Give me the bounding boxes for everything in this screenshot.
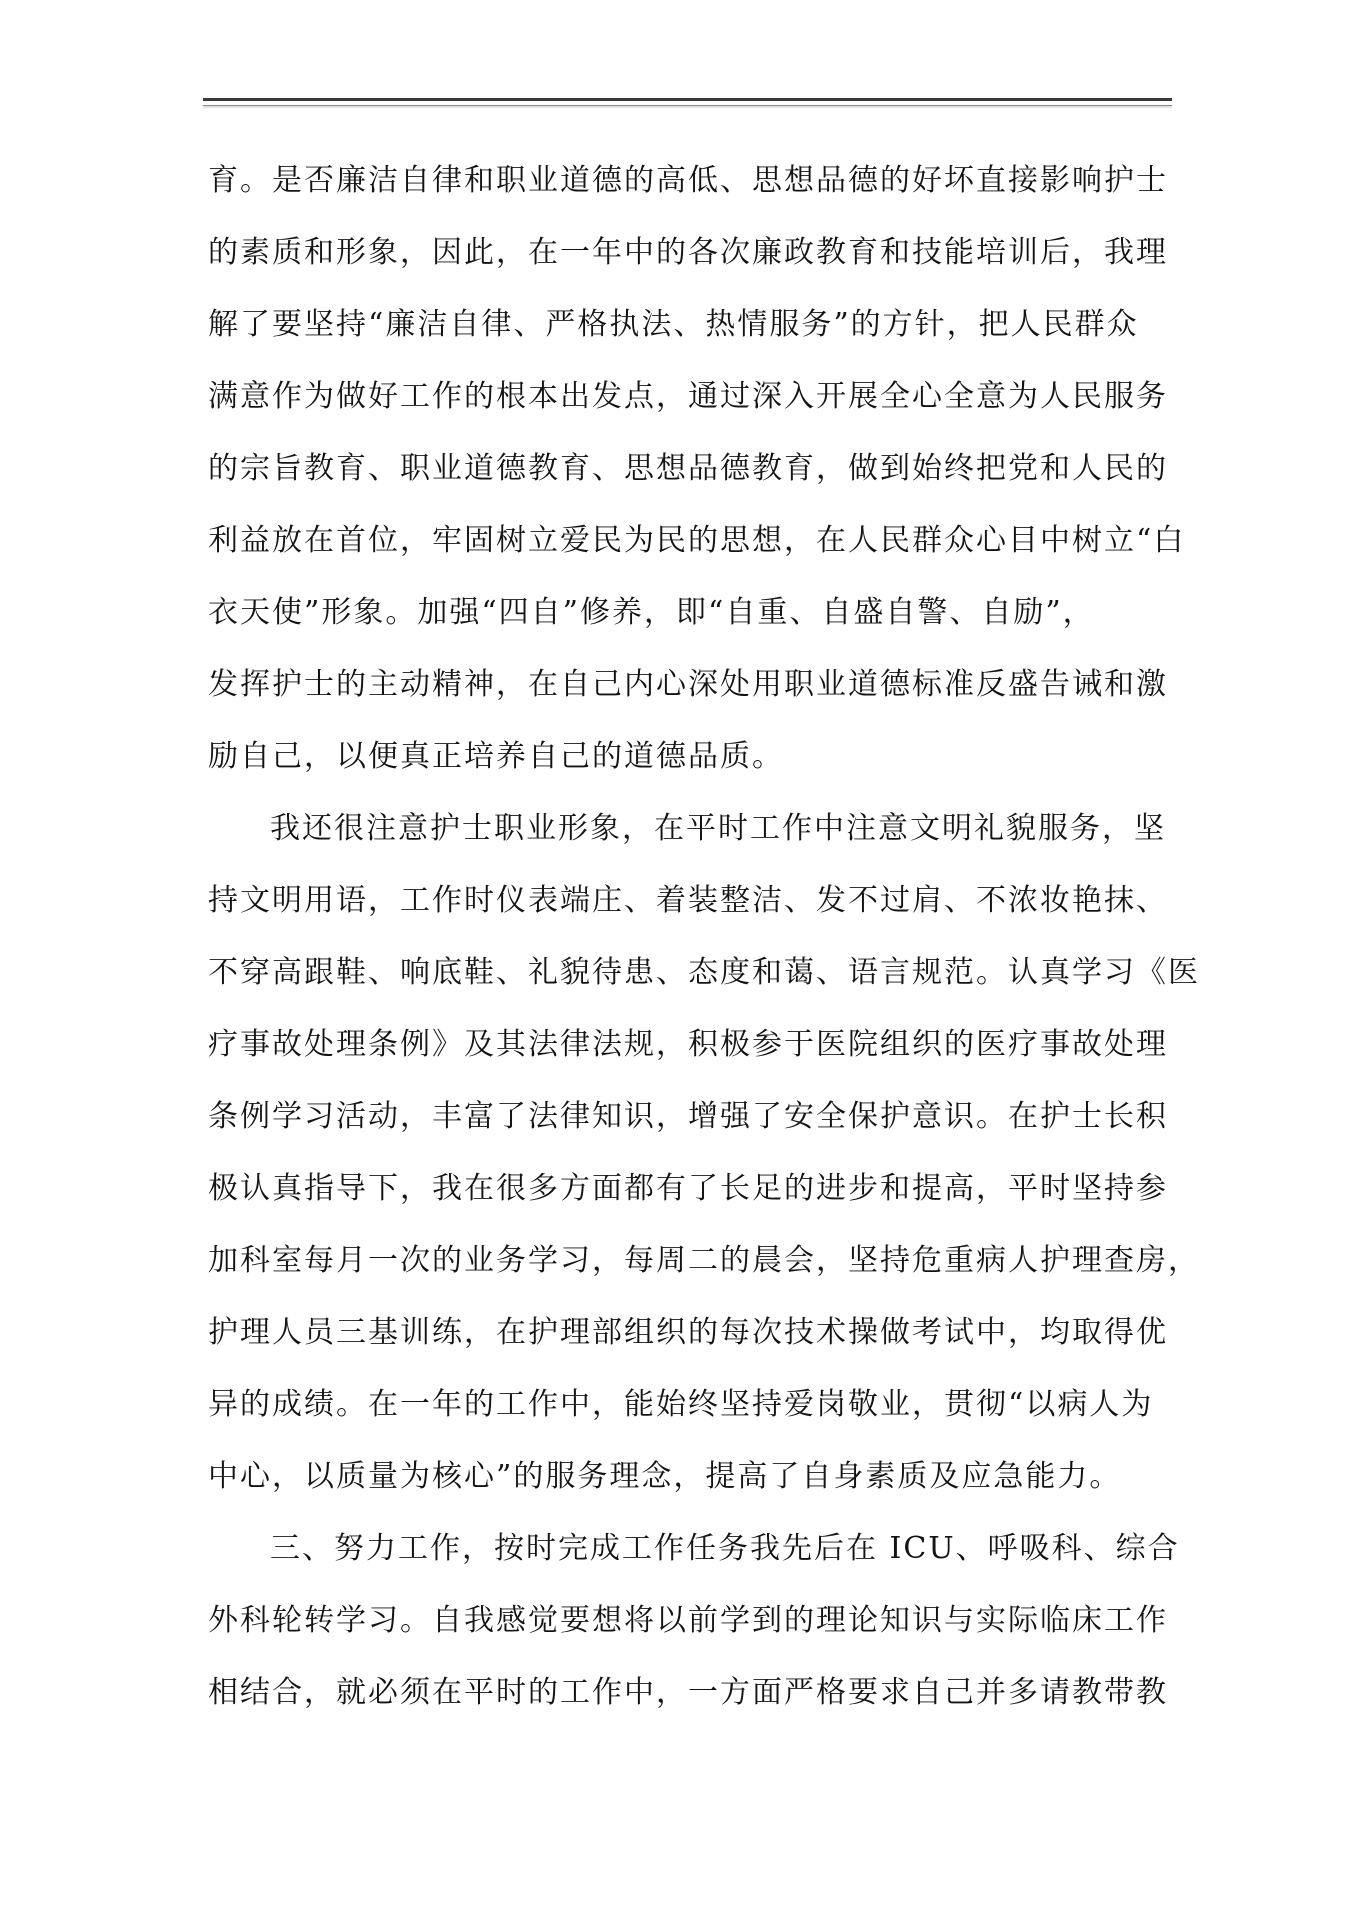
document-body <box>208 145 1200 1729</box>
text-line: 励自己，以便真正培养自己的道德品质。 <box>208 739 784 774</box>
text-line: 异的成绩。在一年的工作中，能始终坚持爱岗敬业，贯彻“以病人为 <box>208 1387 1154 1422</box>
text-line: 解了要坚持“廉洁自律、严格执法、热情服务”的方针，把人民群众 <box>208 307 1139 342</box>
text-line: 发挥护士的主动精神，在自己内心深处用职业道德标准反盛告诫和激 <box>208 667 1168 702</box>
header-rule <box>203 98 1172 106</box>
text-line: 的素质和形象，因此，在一年中的各次廉政教育和技能培训后，我理 <box>208 235 1168 270</box>
text-line: 极认真指导下，我在很多方面都有了长足的进步和提高，平时坚持参 <box>208 1171 1168 1206</box>
text-line: 衣天使”形象。加强“四自”修养，即“自重、自盛自警、自励”， <box>208 595 1095 630</box>
text-line: 中心，以质量为核心”的服务理念，提高了自身素质及应急能力。 <box>208 1459 1122 1494</box>
text-line: 满意作为做好工作的根本出发点，通过深入开展全心全意为人民服务 <box>208 379 1168 414</box>
text-line: 护理人员三基训练，在护理部组织的每次技术操做考试中，均取得优 <box>208 1315 1168 1350</box>
text-line: 不穿高跟鞋、响底鞋、礼貌待患、态度和蔼、语言规范。认真学习《医 <box>208 955 1200 990</box>
paragraph-start-line: 我还很注意护士职业形象，在平时工作中注意文明礼貌服务，坚 <box>270 811 1166 846</box>
text-line: 相结合，就必须在平时的工作中，一方面严格要求自己并多请教带教 <box>208 1675 1168 1710</box>
text-line: 育。是否廉洁自律和职业道德的高低、思想品德的好坏直接影响护士 <box>208 163 1168 198</box>
text-line: 利益放在首位，牢固树立爱民为民的思想，在人民群众心目中树立“白 <box>208 523 1186 558</box>
text-line: 持文明用语，工作时仪表端庄、着装整洁、发不过肩、不浓妆艳抹、 <box>208 883 1168 918</box>
text-line: 外科轮转学习。自我感觉要想将以前学到的理论知识与实际临床工作 <box>208 1603 1168 1638</box>
paragraph-start-line: 三、努力工作，按时完成工作任务我先后在 ICU、呼吸科、综合 <box>270 1531 1180 1566</box>
text-line: 条例学习活动，丰富了法律知识，增强了安全保护意识。在护士长积 <box>208 1099 1168 1134</box>
text-line: 加科室每月一次的业务学习，每周二的晨会，坚持危重病人护理查房， <box>208 1243 1200 1278</box>
text-line: 疗事故处理条例》及其法律法规，积极参于医院组织的医疗事故处理 <box>208 1027 1168 1062</box>
text-line: 的宗旨教育、职业道德教育、思想品德教育，做到始终把党和人民的 <box>208 451 1168 486</box>
